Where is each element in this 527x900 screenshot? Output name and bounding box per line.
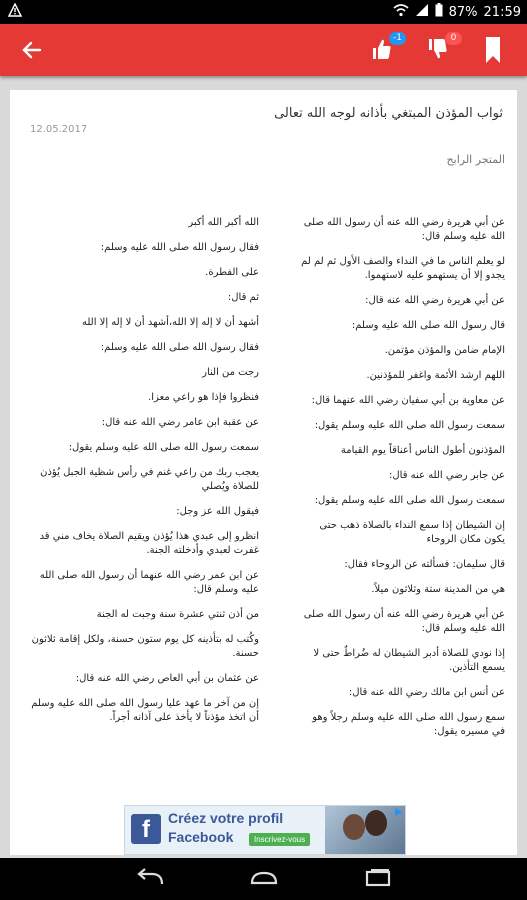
paragraph: ثم قال:	[227, 292, 259, 303]
article-date: 12.05.2017	[30, 124, 88, 135]
paragraph: عن أبي هريرة رضي الله عنه أن رسول الله صلى الله عليه وسلم قال:	[303, 217, 505, 242]
paragraph: سمع رسول الله صلى الله عليه وسلم رجلاً وهو في مسيره يقول:	[312, 712, 505, 737]
like-button[interactable]	[366, 34, 400, 68]
battery-percent: 87%	[448, 4, 478, 20]
article-source: المتجر الرابح	[446, 153, 505, 166]
paragraph: انظرو إلى عبدي هذا يُؤذن ويقيم الصلاة يخاف مني قد غفرت لعبدي وأدخلته الجنة.	[39, 531, 259, 556]
paragraph: إن الشيطان إذا سمع النداء بالصلاة ذهب حتى يكون مكان الروحاء	[319, 520, 505, 545]
clock: 21:59	[483, 4, 521, 20]
paragraph: عن أبي هريرة رضي الله عنه قال:	[365, 295, 505, 306]
article-card	[10, 90, 517, 855]
ad-headline: Créez votre profil	[168, 810, 284, 826]
paragraph: فقال رسول الله صلى الله عليه وسلم:	[100, 242, 259, 253]
nav-back-icon	[132, 868, 168, 890]
paragraph: عن عقبة ابن عامر رضي الله عنه قال:	[101, 417, 259, 428]
paragraph: عن أبي هريرة رضي الله عنه أن رسول الله صلى الله عليه وسلم قال:	[303, 609, 505, 634]
paragraph: فيقول الله عز وجل:	[176, 506, 259, 517]
paragraph: أشهد أن لا إله إلا الله،أشهد أن لا إله إلا الله	[81, 317, 259, 328]
dislike-count-badge: 0	[445, 32, 462, 45]
nav-recents-icon	[360, 868, 396, 890]
facebook-ad-banner[interactable]	[124, 805, 406, 855]
arrow-left-icon	[18, 36, 48, 64]
paragraph: فنظروا فإذا هو راعي معزا.	[148, 392, 259, 403]
system-nav-bar	[0, 858, 527, 900]
paragraph: عن أنس ابن مالك رضي الله عنه قال:	[348, 687, 505, 698]
article-column-right	[300, 216, 505, 750]
nav-home-button[interactable]	[246, 868, 282, 890]
battery-icon	[435, 3, 443, 21]
status-bar	[0, 0, 527, 24]
nav-back-button[interactable]	[132, 868, 168, 890]
paragraph: عن معاوية بن أبي سفيان رضي الله عنهما قال:	[311, 395, 505, 406]
paragraph: الإمام ضامن والمؤذن مؤتمن.	[384, 345, 505, 356]
paragraph: إذا نودي للصلاة أدبر الشيطان له ضُراطٌ حتى لا يسمع التأذين.	[313, 648, 505, 673]
nav-recents-button[interactable]	[360, 868, 396, 890]
paragraph: وكُتب له بتأذينه كل يوم ستون حسنة، ولكل إقامة ثلاثون حسنة.	[31, 634, 259, 659]
paragraph: اللهم ارشد الأئمة واغفر للمؤذنين.	[366, 370, 505, 381]
paragraph: الله أكبر الله أكبر	[188, 217, 259, 228]
ad-brand: Facebook	[168, 829, 234, 845]
warning-icon	[8, 3, 22, 17]
nav-home-icon	[246, 868, 282, 890]
paragraph: قال رسول الله صلى الله عليه وسلم:	[351, 320, 505, 331]
paragraph: عن جابر رضي الله عنه قال:	[389, 470, 505, 481]
paragraph: المؤذنون أطول الناس أعناقاً يوم القيامة	[340, 445, 505, 456]
bookmark-icon	[480, 34, 506, 66]
article-title: ثواب المؤذن المبتغي بأذانه لوجه الله تعالى	[274, 106, 503, 121]
paragraph: فقال رسول الله صلى الله عليه وسلم:	[100, 342, 259, 353]
paragraph: عن ابن عمر رضي الله عنهما أن رسول الله صلى الله عليه وسلم قال:	[39, 570, 259, 595]
back-button[interactable]	[18, 36, 48, 64]
facebook-logo-icon: f	[131, 814, 161, 844]
paragraph: على الفطرة.	[205, 267, 259, 278]
ad-info-icon[interactable]	[393, 807, 403, 819]
app-bar	[0, 24, 527, 76]
paragraph: قال سليمان: فسألته عن الروحاء فقال:	[344, 559, 505, 570]
signal-icon	[415, 3, 429, 21]
like-count-badge: -1	[389, 32, 406, 45]
paragraph: يعجب ربك من راعي غنم في رأس شظية الجبل يُؤذن للصلاة ويُصلي	[40, 467, 259, 492]
paragraph: رجت من النار	[202, 367, 259, 378]
paragraph: من أذن ثنتي عشرة سنة وجبت له الجنة	[96, 609, 259, 620]
wifi-icon	[393, 3, 409, 21]
dislike-button[interactable]	[422, 34, 456, 68]
paragraph: إن من آخر ما عهد عليا رسول الله صلى الله عليه وسلم أن اتخذ مؤذناً لا يأخذ على آذانه أجراً.	[31, 698, 259, 723]
paragraph: هي من المدينة ستة وثلاثون ميلاً.	[371, 584, 505, 595]
article-column-left	[29, 216, 259, 736]
paragraph: سمعت رسول الله صلى الله عليه وسلم يقول:	[314, 495, 505, 506]
bookmark-button[interactable]	[480, 34, 514, 68]
paragraph: لو يعلم الناس ما في النداء والصف الأول ثم لم لم يجدو إلا أن يستهمو عليه لاستهموا.	[301, 256, 505, 281]
paragraph: عن عثمان بن أبي العاص رضي الله عنه قال:	[75, 673, 259, 684]
paragraph: سمعت رسول الله صلى الله عليه وسلم يقول:	[68, 442, 259, 453]
paragraph: سمعت رسول الله صلى الله عليه وسلم يقول:	[314, 420, 505, 431]
ad-cta-button[interactable]: Inscrivez-vous	[249, 833, 310, 846]
